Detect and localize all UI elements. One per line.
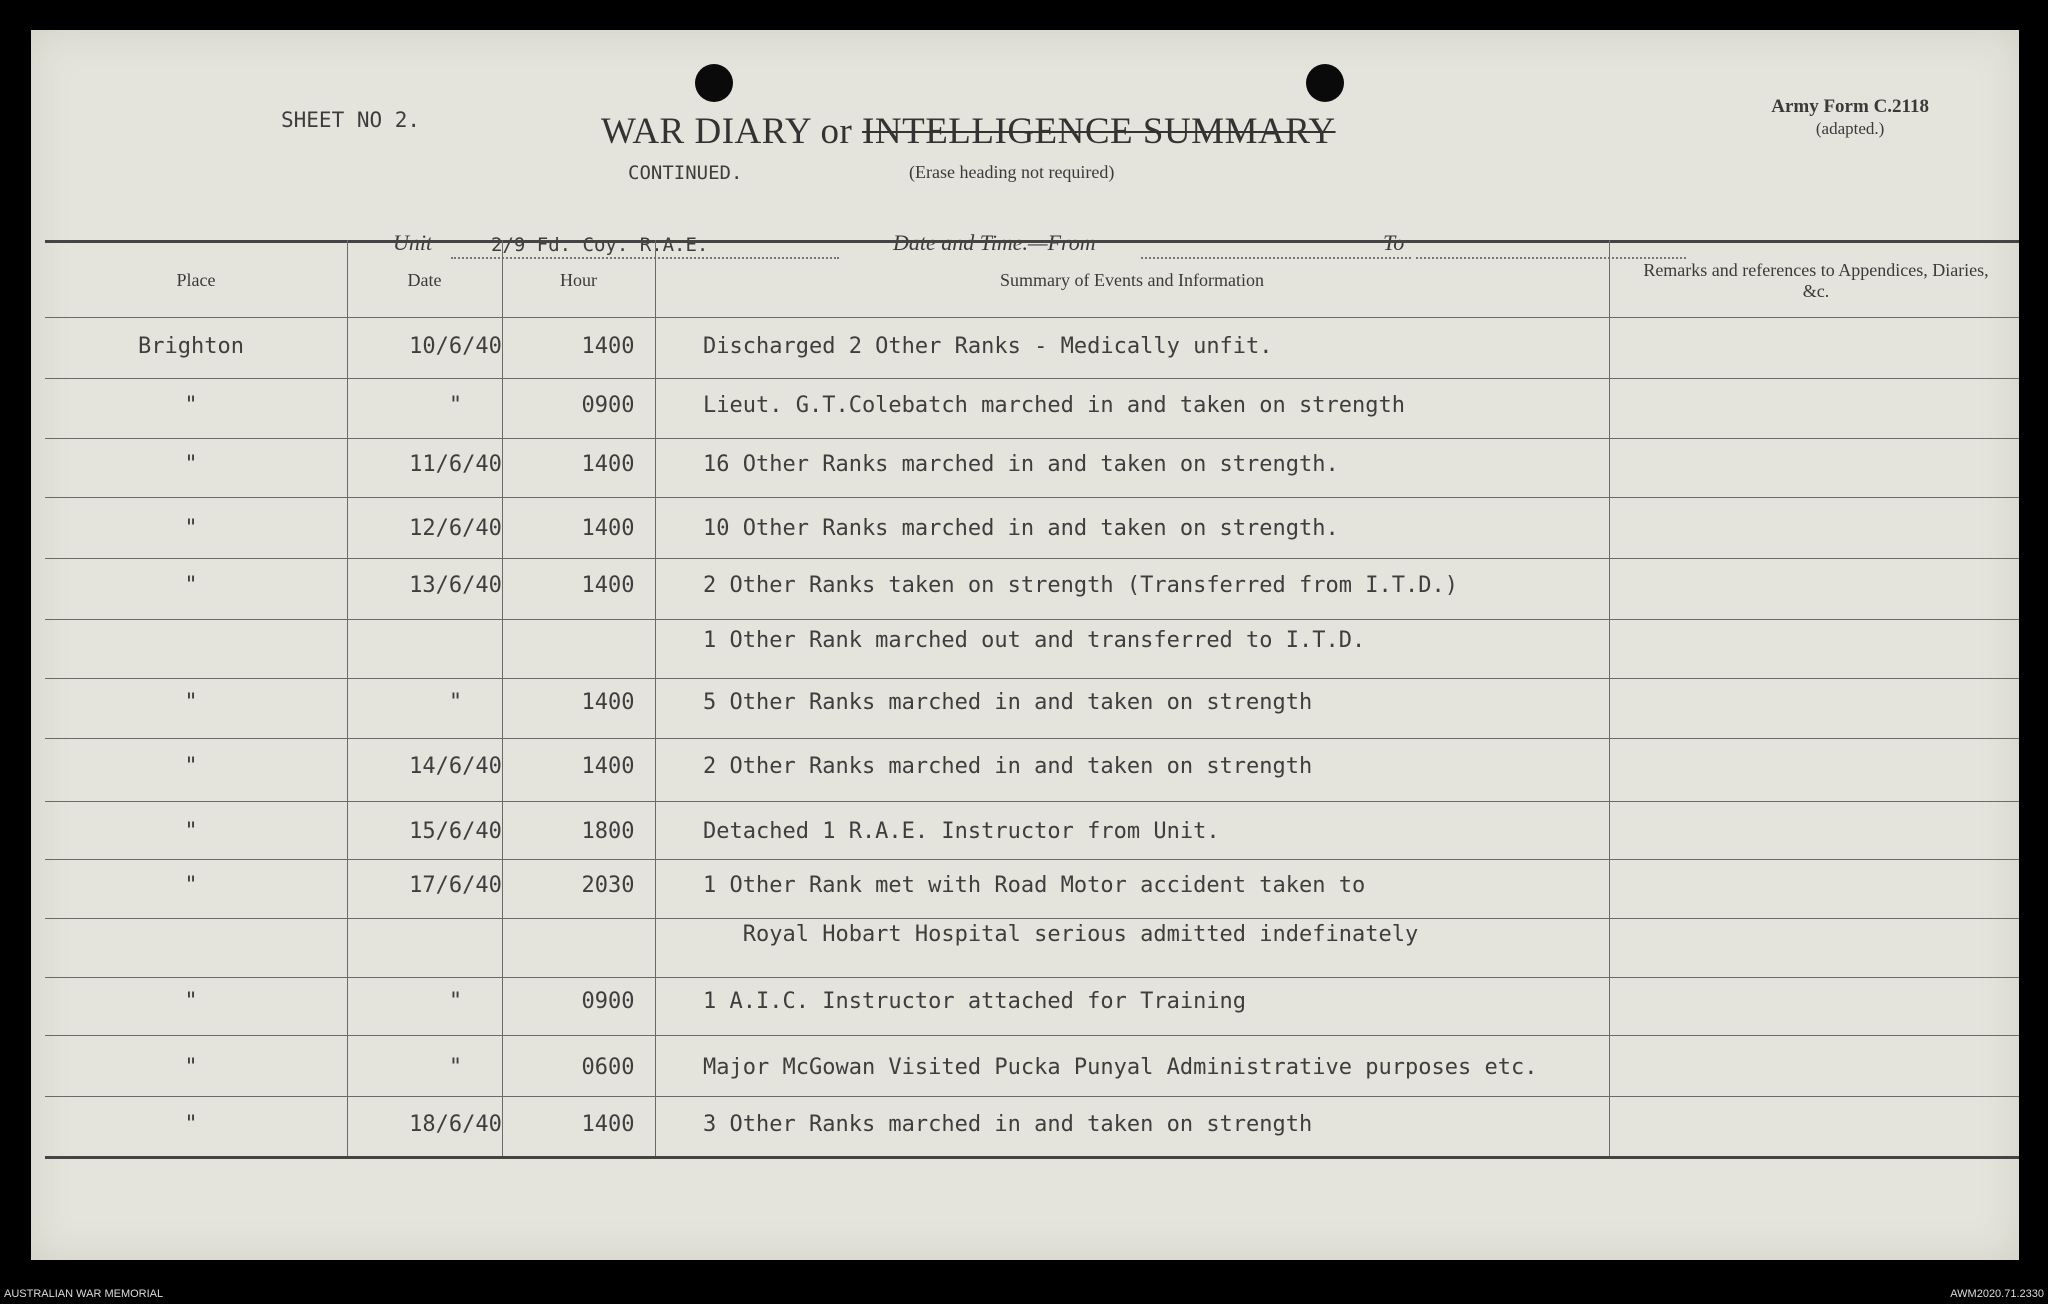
erase-note: (Erase heading not required) [909, 162, 1115, 182]
unit-label: Unit [393, 230, 433, 255]
column-header-date: Date [407, 270, 442, 290]
row-rule [45, 1035, 2019, 1036]
column-header-remarks: Remarks and references to Appendices, Diaries, &c. [1643, 260, 1989, 301]
army-form-number: Army Form C.2118 [1771, 96, 1929, 117]
date-time-label: Date and Time.—From [893, 230, 1096, 255]
hour-cell: 0900 [581, 989, 635, 1014]
place-cell: " [184, 452, 198, 477]
place-cell: " [184, 393, 198, 418]
summary-cell: 10 Other Ranks marched in and taken on strength. [703, 516, 1339, 541]
date-cell: 17/6/40 [409, 873, 502, 898]
footer-left: AUSTRALIAN WAR MEMORIAL [4, 1288, 164, 1300]
hour-cell: 1400 [581, 1112, 635, 1137]
summary-cell: 2 Other Ranks marched in and taken on strength [703, 754, 1313, 779]
place-cell: " [184, 573, 198, 598]
punch-hole [695, 64, 733, 102]
summary-cell: Royal Hobart Hospital serious admitted indefinately [703, 922, 1419, 947]
table-row [31, 690, 2019, 720]
row-rule [45, 619, 2019, 620]
column-header-summary: Summary of Events and Information [1000, 270, 1264, 290]
row-rule [45, 738, 2019, 739]
date-cell: " [448, 690, 463, 715]
from-dotted-line [1141, 257, 1411, 259]
summary-cell: 1 A.I.C. Instructor attached for Training [703, 989, 1247, 1014]
date-cell: " [448, 1055, 463, 1080]
date-cell: 11/6/40 [409, 452, 502, 477]
hour-cell: 0900 [581, 393, 635, 418]
hour-cell: 1400 [581, 452, 635, 477]
table-row [31, 334, 2019, 364]
title-struck: INTELLIGENCE SUMMARY [862, 111, 1336, 152]
unit-dotted-line [451, 257, 839, 259]
summary-cell: Major McGowan Visited Pucka Punyal Administrative purposes etc. [703, 1055, 1538, 1080]
date-cell: 14/6/40 [409, 754, 502, 779]
hour-cell: 1400 [581, 516, 635, 541]
hour-cell: 2030 [581, 873, 635, 898]
place-cell: Brighton [138, 334, 244, 359]
row-rule [45, 977, 2019, 978]
row-rule [45, 1096, 2019, 1097]
hour-cell: 1400 [581, 573, 635, 598]
hour-cell: 1800 [581, 819, 635, 844]
hour-cell: 1400 [581, 334, 635, 359]
place-cell: " [184, 690, 198, 715]
army-form-label [1771, 96, 1929, 140]
summary-cell: 1 Other Rank met with Road Motor accident taken to [703, 873, 1366, 898]
table-row [31, 573, 2019, 603]
date-cell: 10/6/40 [409, 334, 502, 359]
to-dotted-line [1416, 257, 1686, 259]
place-cell: " [184, 1112, 198, 1137]
sheet-number: SHEET NO 2. [281, 108, 421, 132]
column-header-hour: Hour [560, 270, 597, 290]
summary-cell: 3 Other Ranks marched in and taken on strength [703, 1112, 1313, 1137]
table-row [31, 628, 2019, 658]
row-rule [45, 678, 2019, 679]
table-row [31, 1112, 2019, 1142]
place-cell: " [184, 989, 198, 1014]
summary-cell: 2 Other Ranks taken on strength (Transferred from I.T.D.) [703, 573, 1458, 598]
table-top-rule [45, 240, 2019, 243]
table-row [31, 873, 2019, 903]
table-row [31, 754, 2019, 784]
place-cell: " [184, 516, 198, 541]
summary-cell: 16 Other Ranks marched in and taken on strength. [703, 452, 1339, 477]
header-rule [45, 317, 2019, 318]
place-cell: " [184, 1055, 198, 1080]
table-row [31, 393, 2019, 423]
summary-cell: Detached 1 R.A.E. Instructor from Unit. [703, 819, 1220, 844]
page-title [601, 110, 1336, 153]
table-row [31, 1055, 2019, 1085]
summary-cell: 1 Other Rank marched out and transferred to I.T.D. [703, 628, 1366, 653]
table-row [31, 516, 2019, 546]
place-cell: " [184, 873, 198, 898]
footer-right: AWM2020.71.2330 [1950, 1288, 2044, 1300]
row-rule [45, 801, 2019, 802]
row-rule [45, 378, 2019, 379]
table-row [31, 989, 2019, 1019]
date-cell: 15/6/40 [409, 819, 502, 844]
summary-cell: 5 Other Ranks marched in and taken on strength [703, 690, 1313, 715]
date-cell: " [448, 393, 463, 418]
row-rule [45, 438, 2019, 439]
column-header-place: Place [176, 270, 216, 290]
date-cell: 12/6/40 [409, 516, 502, 541]
to-label: To [1383, 230, 1405, 255]
hour-cell: 1400 [581, 754, 635, 779]
row-rule [45, 859, 2019, 860]
table-row [31, 922, 2019, 952]
row-rule [45, 918, 2019, 919]
table-row [31, 452, 2019, 482]
summary-cell: Discharged 2 Other Ranks - Medically unfit. [703, 334, 1273, 359]
punch-hole [1306, 64, 1344, 102]
table-bottom-rule [45, 1156, 2019, 1159]
place-cell: " [184, 819, 198, 844]
hour-cell: 0600 [581, 1055, 635, 1080]
table-row [31, 819, 2019, 849]
diary-sheet [31, 30, 2019, 1260]
army-form-sub: (adapted.) [1815, 119, 1885, 138]
date-cell: " [448, 989, 463, 1014]
hour-cell: 1400 [581, 690, 635, 715]
title-main: WAR DIARY or [601, 111, 863, 152]
row-rule [45, 558, 2019, 559]
continued-label: CONTINUED. [628, 162, 743, 184]
summary-cell: Lieut. G.T.Colebatch marched in and taken on strength [703, 393, 1405, 418]
date-cell: 13/6/40 [409, 573, 502, 598]
place-cell: " [184, 754, 198, 779]
date-cell: 18/6/40 [409, 1112, 502, 1137]
row-rule [45, 497, 2019, 498]
unit-value: 2/9 Fd. Coy. R.A.E. [491, 234, 709, 256]
